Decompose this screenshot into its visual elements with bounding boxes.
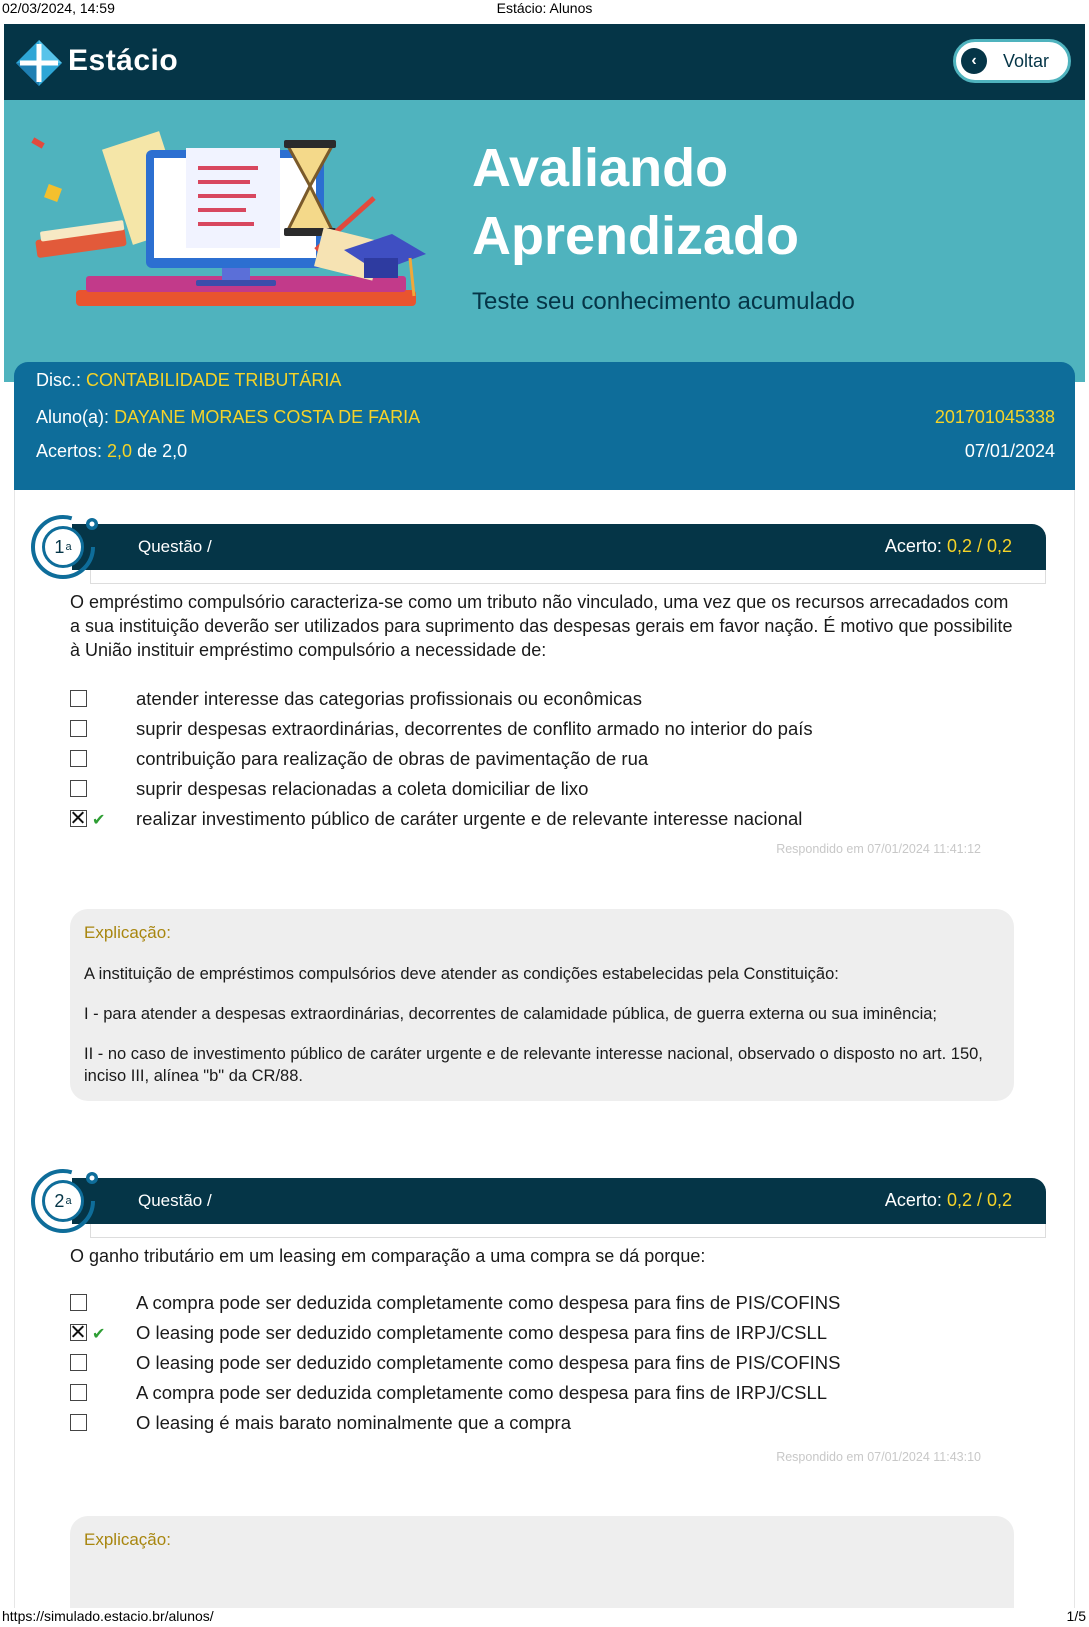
print-header	[0, 0, 1089, 20]
student-info-panel	[14, 362, 1075, 490]
explanation-title: Explicação:	[84, 923, 171, 942]
answer-checkbox[interactable]	[70, 1354, 87, 1371]
answer-checkbox[interactable]	[70, 780, 87, 797]
print-datetime: 02/03/2024, 14:59	[2, 0, 115, 16]
back-button[interactable]	[953, 39, 1071, 83]
score-value: 2,0	[107, 441, 133, 461]
back-button-label: Voltar	[1003, 50, 1050, 71]
answer-checkbox[interactable]	[70, 1294, 87, 1311]
explanation-box	[70, 1516, 1014, 1608]
answer-option[interactable]	[70, 1382, 1010, 1408]
logo-text: Estácio	[68, 44, 179, 77]
answered-timestamp: Respondido em 07/01/2024 11:41:12	[776, 842, 981, 856]
answer-text: suprir despesas extraordinárias, decorrentes de conflito armado no interior do país	[136, 718, 813, 739]
score-total: / 0,2	[971, 1190, 1012, 1210]
answer-text: atender interesse das categorias profissionais ou econômicas	[136, 688, 642, 709]
question-ordinal: a	[65, 1195, 72, 1207]
score-total: / 0,2	[971, 536, 1012, 556]
question-underline	[90, 570, 1046, 584]
question-number-badge	[30, 510, 100, 580]
question-ordinal: a	[65, 541, 72, 553]
print-page-number: 1/5	[1066, 1608, 1086, 1624]
answer-option-selected[interactable]	[70, 808, 1010, 834]
student-name: DAYANE MORAES COSTA DE FARIA	[114, 407, 421, 427]
answer-text: A compra pode ser deduzida completamente como despesa para fins de IRPJ/CSLL	[136, 1382, 828, 1403]
content-border-right	[1074, 490, 1075, 1608]
study-illustration-icon	[26, 130, 446, 330]
banner-title	[472, 134, 799, 270]
correct-check-icon: ✔	[92, 1326, 106, 1343]
discipline-label: Disc.:	[36, 370, 81, 390]
question-underline	[90, 1224, 1046, 1238]
question-text: O empréstimo compulsório caracteriza-se como um tributo não vinculado, uma vez que os recursos arrecadados com a sua instituição deverão ser utilizados para suprimento das despesas gerais em favor nação. É motivo que possibilite à União instituir empréstimo compulsório a necessidade de:	[70, 592, 1013, 660]
answer-checkbox[interactable]	[70, 750, 87, 767]
answer-checkbox-checked[interactable]	[70, 810, 87, 827]
student-label: Aluno(a):	[36, 407, 110, 427]
answer-checkbox-checked[interactable]	[70, 1324, 87, 1341]
explanation-box	[70, 909, 1014, 1101]
score-label: Acerto:	[884, 1190, 942, 1210]
score-row	[36, 441, 187, 462]
print-footer	[0, 1608, 1089, 1627]
answered-timestamp: Respondido em 07/01/2024 11:43:10	[776, 1450, 981, 1464]
hero-banner	[4, 100, 1085, 382]
answer-text: O leasing pode ser deduzido completamente como despesa para fins de IRPJ/CSLL	[136, 1322, 828, 1343]
question-header	[30, 1178, 1046, 1224]
answer-option[interactable]	[70, 1412, 1010, 1438]
answer-option-selected[interactable]	[70, 1322, 1010, 1348]
question-number	[42, 1180, 84, 1222]
answer-text: O leasing é mais barato nominalmente que a compra	[136, 1412, 571, 1433]
exam-date: 07/01/2024	[964, 441, 1055, 461]
explanation-paragraph: A instituição de empréstimos compulsórios deve atender as condições estabelecidas pela Constituição:	[84, 965, 839, 983]
answer-option[interactable]	[70, 718, 1010, 744]
answer-option[interactable]	[70, 778, 1010, 804]
question-number	[42, 526, 84, 568]
banner-title-line2: Aprendizado	[472, 206, 800, 266]
score-value: 0,2	[946, 1190, 972, 1210]
answer-checkbox[interactable]	[70, 690, 87, 707]
answer-text: O leasing pode ser deduzido completamente como despesa para fins de PIS/COFINS	[136, 1352, 841, 1373]
answer-checkbox[interactable]	[70, 1384, 87, 1401]
explanation-paragraph: II - no caso de investimento público de caráter urgente e de relevante interesse nacional, observado o disposto no art. 150, inciso III, alínea "b" da CR/88.	[84, 1045, 983, 1085]
print-url: https://simulado.estacio.br/alunos/	[2, 1608, 214, 1624]
question-header	[30, 524, 1046, 570]
question-number-badge	[30, 1164, 100, 1234]
answer-option[interactable]	[70, 688, 1010, 714]
answer-option[interactable]	[70, 748, 1010, 774]
explanation-title: Explicação:	[84, 1530, 171, 1549]
question-bar	[72, 524, 1046, 570]
banner-subtitle: Teste seu conhecimento acumulado	[472, 288, 855, 315]
question-number-value: 1	[54, 536, 65, 557]
explanation-paragraph: I - para atender a despesas extraordinárias, decorrentes de calamidade pública, de guerra externa ou sua iminência;	[84, 1005, 938, 1023]
estacio-logo-icon	[14, 38, 64, 88]
student-row	[36, 407, 420, 428]
top-bar	[4, 24, 1085, 100]
answer-text: contribuição para realização de obras de pavimentação de rua	[136, 748, 649, 769]
score-label: Acerto:	[884, 536, 942, 556]
question-label: Questão /	[138, 537, 212, 556]
answer-text: realizar investimento público de caráter urgente e de relevante interesse nacional	[136, 808, 803, 829]
discipline-row	[36, 370, 341, 391]
correct-check-icon: ✔	[92, 812, 106, 829]
question-score	[885, 1190, 1012, 1211]
answer-checkbox[interactable]	[70, 720, 87, 737]
question-text: O ganho tributário em um leasing em comparação a uma compra se dá porque:	[70, 1246, 706, 1266]
print-page-title: Estácio: Alunos	[496, 0, 593, 16]
answer-checkbox[interactable]	[70, 1414, 87, 1431]
chevron-left-icon: ‹	[961, 48, 987, 74]
answer-text: A compra pode ser deduzida completamente como despesa para fins de PIS/COFINS	[136, 1292, 841, 1313]
answer-text: suprir despesas relacionadas a coleta domiciliar de lixo	[136, 778, 589, 799]
student-id: 201701045338	[934, 407, 1055, 427]
content-border-left	[14, 490, 15, 1608]
score-value: 0,2	[946, 536, 972, 556]
banner-title-line1: Avaliando	[472, 138, 729, 198]
question-score	[885, 536, 1012, 557]
answer-option[interactable]	[70, 1292, 1010, 1318]
score-total: de 2,0	[137, 441, 188, 461]
answer-option[interactable]	[70, 1352, 1010, 1378]
question-bar	[72, 1178, 1046, 1224]
discipline-value: CONTABILIDADE TRIBUTÁRIA	[86, 370, 342, 390]
question-label: Questão /	[138, 1191, 212, 1210]
question-number-value: 2	[54, 1190, 65, 1211]
score-label: Acertos:	[36, 441, 103, 461]
